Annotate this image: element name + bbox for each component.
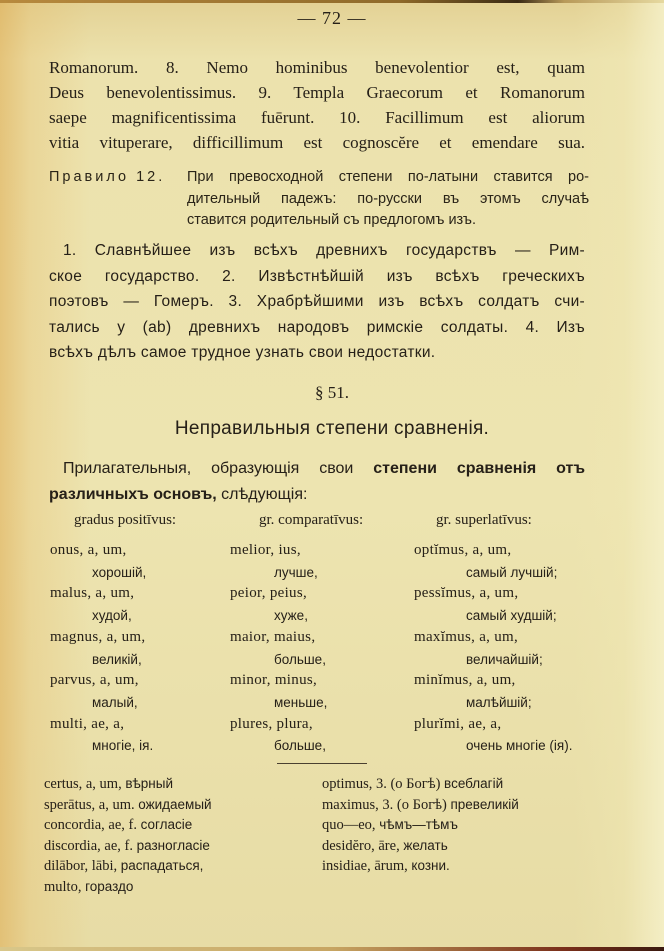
vocab-entry: quo—eo, чѣмъ—тѣмъ [322, 817, 458, 833]
bold-phrase: различныхъ основъ, [49, 486, 217, 503]
table-cell: plurĭmi, ae, a, [414, 715, 502, 732]
table-cell: больше, [274, 738, 326, 754]
table-cell: величайшій; [466, 651, 543, 667]
table-cell: хорошій, [92, 564, 147, 580]
table-cell: maior, maius, [230, 628, 316, 645]
table-cell: minor, minus, [230, 672, 318, 689]
comparative-column [230, 540, 400, 757]
table-cell: малый, [92, 694, 138, 710]
vocab-entry: optimus, 3. (о Богѣ) всеблагій [322, 776, 504, 792]
vocabulary-right-column [322, 774, 519, 877]
text-line: различныхъ основъ, слѣдующія: [49, 486, 308, 503]
vocab-entry: certus, a, um, вѣрный [44, 776, 173, 792]
table-cell: optĭmus, a, um, [414, 542, 512, 558]
vocab-entry: sperātus, a, um. ожидаемый [44, 796, 212, 813]
table-cell: onus, a, um, [50, 542, 127, 558]
table-cell: худой, [92, 608, 132, 624]
table-cell: multi, ae, a, [50, 715, 125, 732]
table-cell: лучше, [274, 564, 318, 580]
table-cell: великій, [92, 651, 142, 667]
table-cell: многіе, ія. [92, 738, 154, 754]
text-line: тались у (ab) древнихъ народовъ римскіе солдаты. 4. Изъ [49, 318, 585, 336]
text-line: saepe magnificentissima fuērunt. 10. Facillimum est aliorum [49, 108, 585, 127]
text-line: Deus benevolentissimus. 9. Templa Graecorum et Romanorum [49, 83, 585, 102]
section-number: § 51. [315, 383, 349, 402]
text-line: всѣхъ дѣлъ самое трудное узнать свои недостатки. [49, 344, 436, 361]
page-number: — 72 — [297, 8, 367, 28]
text-line: При превосходной степени по-латыни ставится ро- [187, 169, 589, 185]
latin-exercise-paragraph [49, 55, 585, 155]
vocab-entry: desidĕro, āre, желать [322, 837, 448, 854]
table-cell: хуже, [274, 608, 308, 624]
text-line: ское государство. 2. Извѣстнѣйшій изъ всѣхъ греческихъ [49, 267, 585, 285]
rule-label: Правило 12. [49, 169, 166, 185]
table-cell: peior, peius, [230, 585, 308, 602]
table-cell: minĭmus, a, um, [414, 672, 516, 689]
table-cell: очень многіе (ія). [466, 738, 573, 754]
text-line: поэтовъ — Гомеръ. 3. Храбрѣйшими изъ всѣхъ солдатъ счи- [49, 293, 585, 310]
text-line: дительный падежъ: по-русски въ этомъ случаѣ [187, 190, 589, 207]
russian-exercise-paragraph [49, 238, 585, 366]
vocab-entry: multo, гораздо [44, 878, 134, 895]
table-cell: parvus, a, um, [50, 672, 139, 689]
text-line: Прилагательныя, образующія свои степени сравненія отъ [63, 460, 585, 477]
table-cell: malus, a, um, [50, 585, 135, 602]
table-cell: melior, ius, [230, 542, 301, 558]
table-cell: magnus, a, um, [50, 628, 146, 645]
page-bottom-edge [0, 947, 664, 951]
table-cell: самый лучшій; [466, 564, 558, 580]
vocab-entry: dilābor, lābi, распадаться, [44, 858, 204, 874]
text-line: vitia vituperare, difficillimum est cognoscĕre et emendare sua. [49, 133, 585, 152]
table-cell: maxĭmus, a, um, [414, 628, 519, 645]
table-cell: pessĭmus, a, um, [414, 585, 519, 602]
vocab-entry: insidiae, ārum, козни. [322, 858, 450, 874]
bold-phrase: степени сравненія отъ [373, 460, 585, 477]
column-header-comparative: gr. comparatīvus: [259, 512, 364, 528]
superlative-column [414, 540, 624, 757]
section-title: Неправильныя степени сравненія. [174, 418, 490, 439]
table-cell: больше, [274, 651, 326, 667]
positive-column [50, 540, 200, 757]
table-cell: plures, plura, [230, 715, 313, 732]
vocab-entry: concordia, ae, f. согласіе [44, 817, 193, 833]
vocab-entry: maximus, 3. (о Богѣ) превеликій [322, 796, 519, 813]
text-line: ставится родительный съ предлогомъ изъ. [187, 212, 476, 228]
table-cell: самый худшій; [466, 608, 557, 624]
text-line: 1. Славнѣйшее изъ всѣхъ древнихъ государствъ — Рим- [63, 242, 585, 259]
table-cell: меньше, [274, 694, 328, 710]
grammar-rule [49, 167, 589, 232]
table-cell: малѣйшій; [466, 694, 532, 710]
vocab-entry: discordia, ae, f. разногласіе [44, 837, 210, 854]
column-header-superlative: gr. superlatīvus: [436, 512, 532, 528]
vocabulary-left-column [44, 774, 212, 897]
column-header-positive: gradus positīvus: [74, 512, 177, 528]
rule-body [187, 167, 589, 232]
page-top-edge [0, 0, 664, 3]
section-intro [49, 456, 585, 508]
footnote-divider [277, 763, 367, 764]
text-line: Romanorum. 8. Nemo hominibus benevolentior est, quam [49, 58, 585, 77]
